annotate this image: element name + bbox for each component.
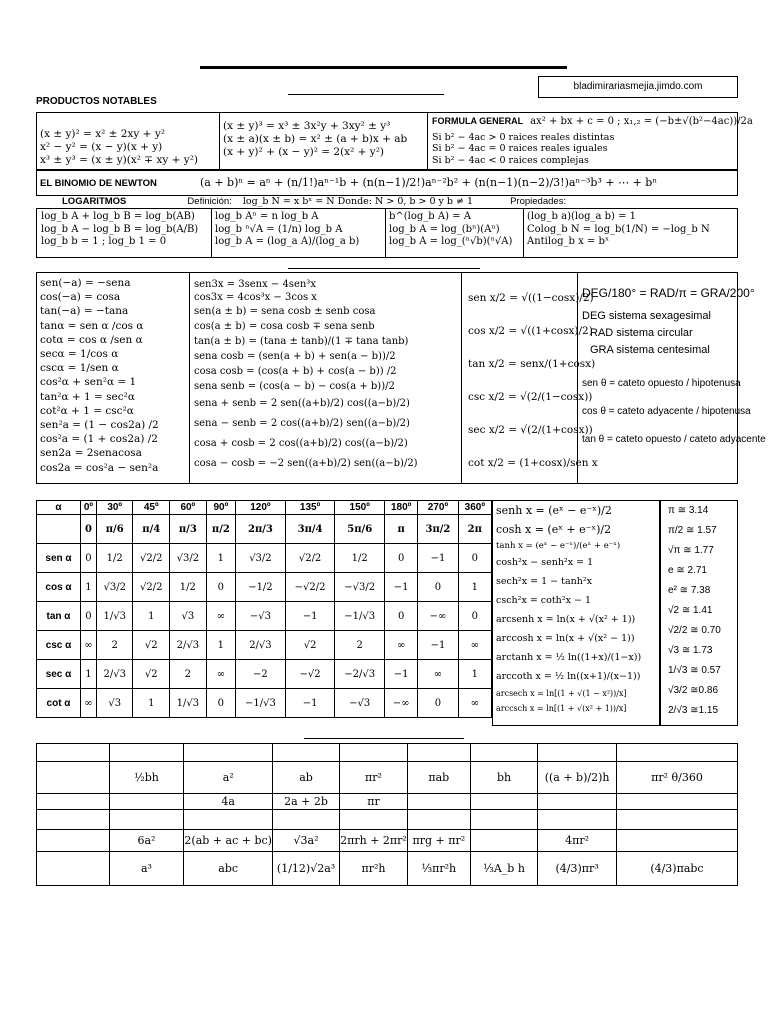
radian-cell: 3π/4	[285, 515, 335, 544]
empty-cell	[538, 810, 617, 830]
hyperbolic-identity: arccsch x = ln[(1 + √(x² + 1))/x]	[496, 704, 627, 713]
table-cell: −√2	[285, 660, 335, 689]
trig-identity: cscα = 1/sen α	[40, 362, 119, 375]
angle-unit: DEG sistema sexagesimal	[582, 310, 711, 322]
table-cell: 1/2	[96, 544, 133, 573]
log-property: log_b Aⁿ = n log_b A	[215, 211, 319, 222]
table-cell: 0	[81, 602, 97, 631]
radian-cell: π	[385, 515, 418, 544]
trig-identity: cos(a ± b) = cosa cosb ∓ sena senb	[194, 321, 375, 332]
title-rule	[200, 66, 567, 69]
volume-formula: a³	[109, 852, 184, 886]
radian-cell: π/4	[133, 515, 170, 544]
trig-col1	[40, 276, 159, 475]
table-cell: −∞	[385, 689, 418, 718]
table-cell: 2	[96, 631, 133, 660]
log-property: log_b A = log_(ⁿ√b)(ⁿ√A)	[389, 236, 513, 247]
table-cell: −1	[285, 689, 335, 718]
hyperbolic-identity: tanh x = (eˣ − e⁻ˣ)/(eˣ + e⁻ˣ)	[496, 541, 621, 551]
hyperbolic-identity: arcsenh x = ln(x + √(x² + 1))	[496, 614, 636, 625]
angle-conversion: DEG/180° = RAD/π = GRA/200°	[582, 286, 755, 300]
log-property: log_b A − log_b B = log_b(A/B)	[41, 223, 199, 235]
identity: x³ ± y³ = (x ± y)(x² ∓ xy + y²)	[40, 154, 199, 167]
log-property: Antilog_b x = bˣ	[527, 236, 610, 247]
log-def-label: Definición:	[187, 196, 232, 207]
log-col4	[527, 211, 710, 249]
trig-identity: sen(a ± b) = sena cosb ± senb cosa	[194, 306, 376, 317]
trig-identity: cos²α + sen²α = 1	[40, 376, 137, 389]
constant: π ≅ 3.14	[668, 505, 709, 516]
trig-identity: cotα = cos α /sen α	[40, 333, 143, 346]
empty-cell	[37, 762, 110, 794]
table-cell: √2	[133, 631, 170, 660]
function-label: tan α	[37, 602, 81, 631]
trig-identity: cosa cosb = (cos(a + b) + cos(a − b)) /2	[194, 366, 397, 377]
table-cell: 1	[81, 573, 97, 602]
half-angle-identity: tan x/2 = senx/(1+cosx)	[468, 358, 596, 370]
empty-cell	[616, 794, 737, 810]
table-cell: 2	[170, 660, 207, 689]
identity: (x ± y)³ = x³ ± 3x²y + 3xy² ± y³	[223, 120, 391, 132]
volume-formula: (1/12)√2a³	[272, 852, 339, 886]
volume-formula: ⅓A_b h	[470, 852, 537, 886]
hyperbolic-identity: senh x = (eˣ − e⁻ˣ)/2	[496, 504, 612, 517]
constant: e ≅ 2.71	[668, 565, 707, 576]
trig-identity: cot²α + 1 = csc²α	[40, 404, 134, 417]
radian-cell: 3π/2	[418, 515, 458, 544]
constant: √2 ≅ 1.41	[668, 605, 713, 616]
constant: 1/√3 ≅ 0.57	[668, 665, 721, 676]
empty-cell	[407, 744, 470, 762]
area-formula: πr²	[340, 762, 408, 794]
radian-cell	[37, 515, 81, 544]
table-cell: −√3	[335, 689, 385, 718]
table-header: 180º	[385, 501, 418, 515]
newton-label: EL BINOMIO DE NEWTON	[40, 178, 157, 189]
table-cell: 2/√3	[96, 660, 133, 689]
trig-col3	[468, 282, 598, 480]
table-header: 45º	[133, 501, 170, 515]
area-formula: bh	[470, 762, 537, 794]
hyperbolic-identity: cosh x = (eˣ + e⁻ˣ)/2	[496, 523, 612, 536]
table-cell: 1	[133, 602, 170, 631]
half-angle-identity: cos x/2 = √((1+cosx)/2)	[468, 325, 593, 337]
table-cell: 2/√3	[170, 631, 207, 660]
radian-cell: π/6	[96, 515, 133, 544]
table-cell: ∞	[458, 689, 491, 718]
table-cell: 0	[81, 544, 97, 573]
trig-identity: cos²a = (1 + cos2a) /2	[40, 433, 158, 446]
area-formula: a²	[184, 762, 273, 794]
radian-cell: π/3	[170, 515, 207, 544]
empty-cell	[470, 744, 537, 762]
log-property: log_b A = log_(bⁿ)(Aⁿ)	[389, 223, 500, 235]
log-property: log_b b = 1 ; log_b 1 = 0	[41, 236, 167, 247]
table-cell: ∞	[458, 631, 491, 660]
function-label: csc α	[37, 631, 81, 660]
trig-identity: cosa − cosb = −2 sen((a+b)/2) sen((a−b)/2)	[194, 458, 418, 469]
constants-list	[668, 501, 721, 721]
radian-cell: 2π/3	[236, 515, 286, 544]
empty-cell	[37, 830, 110, 852]
table-cell: √3/2	[236, 544, 286, 573]
trig-rule	[288, 268, 480, 269]
table-cell: ∞	[385, 631, 418, 660]
products-col1	[40, 128, 198, 167]
table-cell: −√3/2	[335, 573, 385, 602]
identity: (x ± y)² = x² ± 2xy + y²	[40, 128, 165, 140]
geometry-rule	[304, 738, 464, 739]
table-cell: 1/√3	[96, 602, 133, 631]
table-header: 60º	[170, 501, 207, 515]
constant: √π ≅ 1.77	[668, 545, 714, 556]
table-cell: −∞	[418, 602, 458, 631]
trig-identity: sen2a = 2senacosa	[40, 447, 142, 460]
angle-unit: GRA sistema centesimal	[590, 344, 710, 356]
log-divider-1	[211, 208, 212, 258]
half-angle-identity: sen x/2 = √((1−cosx)/2)	[468, 292, 594, 304]
table-header: 30º	[96, 501, 133, 515]
constant: 2/√3 ≅1.15	[668, 705, 719, 716]
table-cell: √2	[285, 631, 335, 660]
table-cell: √2/2	[133, 573, 170, 602]
surface-formula: 2πrh + 2πr²	[340, 830, 408, 852]
trig-ratio: cos θ = cateto adyacente / hipotenusa	[582, 406, 751, 417]
area-formula: ½bh	[109, 762, 184, 794]
radian-cell: 0	[81, 515, 97, 544]
empty-cell	[470, 830, 537, 852]
table-cell: −2/√3	[335, 660, 385, 689]
table-header: 90º	[206, 501, 236, 515]
table-cell: ∞	[81, 689, 97, 718]
trig-identity: cos(−a) = cosa	[40, 291, 121, 304]
empty-cell	[340, 744, 408, 762]
table-cell: 0	[418, 689, 458, 718]
discriminant-case: Si b² − 4ac = 0 raices reales iguales	[432, 143, 608, 155]
constant: √2/2 ≅ 0.70	[668, 625, 721, 636]
hyperbolic-list	[496, 501, 641, 716]
perimeter-formula: 4a	[184, 794, 273, 810]
table-cell: 1	[81, 660, 97, 689]
trig-identity: sen²a = (1 − cos2a) /2	[40, 419, 159, 432]
area-formula: πab	[407, 762, 470, 794]
table-header: 120º	[236, 501, 286, 515]
trig-ratio: sen θ = cateto opuesto / hipotenusa	[582, 378, 741, 389]
radian-cell: 5π/6	[335, 515, 385, 544]
table-cell: ∞	[418, 660, 458, 689]
table-cell: −1	[418, 544, 458, 573]
constant: √3/2 ≅0.86	[668, 685, 719, 696]
trig-identity: sena cosb = (sen(a + b) + sen(a − b))/2	[194, 351, 396, 362]
table-cell: 0	[385, 544, 418, 573]
trig-col4	[582, 278, 766, 451]
table-cell: −√3	[236, 602, 286, 631]
volume-formula: (4/3)πr³	[538, 852, 617, 886]
half-angle-identity: cot x/2 = (1+cosx)/sen x	[468, 457, 598, 469]
table-cell: −1	[418, 631, 458, 660]
table-cell: 0	[206, 573, 236, 602]
identity: (x ± a)(x ± b) = x² ± (a + b)x + ab	[223, 133, 408, 146]
formula-label: FORMULA GENERAL	[432, 116, 524, 126]
table-cell: −1	[285, 602, 335, 631]
function-label: cot α	[37, 689, 81, 718]
function-label: sec α	[37, 660, 81, 689]
empty-cell	[37, 794, 110, 810]
table-cell: 0	[458, 544, 491, 573]
radian-cell: 2π	[458, 515, 491, 544]
website-box: bladimirariasmejia.jimdo.com	[538, 76, 738, 98]
hyperbolic-identity: sech²x = 1 − tanh²x	[496, 576, 593, 587]
products-col2	[223, 120, 407, 159]
empty-cell	[37, 810, 110, 830]
products-divider-2	[427, 112, 428, 170]
table-header: 270º	[418, 501, 458, 515]
empty-cell	[37, 852, 110, 886]
log-property: log_b A = (log_a A)/(log_a b)	[215, 236, 360, 247]
area-formula: πr² θ/360	[616, 762, 737, 794]
surface-formula: √3a²	[272, 830, 339, 852]
empty-cell	[616, 810, 737, 830]
empty-cell	[184, 810, 273, 830]
table-header: 150º	[335, 501, 385, 515]
volume-formula: abc	[184, 852, 273, 886]
table-cell: −1	[385, 660, 418, 689]
trig-identity: sen3x = 3senx − 4sen³x	[194, 279, 316, 290]
log-property: (log_b a)(log_a b) = 1	[527, 211, 637, 222]
log-label: LOGARITMOS	[62, 196, 127, 207]
table-cell: √3/2	[170, 544, 207, 573]
log-property: log_b A + log_b B = log_b(AB)	[41, 211, 195, 222]
perimeter-formula: πr	[340, 794, 408, 810]
trig-divider-2	[461, 272, 462, 484]
table-header: α	[37, 501, 81, 515]
empty-cell	[470, 810, 537, 830]
identity: x² − y² = (x − y)(x + y)	[40, 141, 163, 154]
discriminant-case: Si b² − 4ac < 0 raices complejas	[432, 155, 589, 167]
surface-formula: 2(ab + ac + bc)	[184, 830, 273, 852]
table-cell: √3	[96, 689, 133, 718]
table-cell: 1/√3	[170, 689, 207, 718]
constant: √3 ≅ 1.73	[668, 645, 713, 656]
constant: e² ≅ 7.38	[668, 585, 711, 596]
log-divider-3	[523, 208, 524, 258]
volume-formula: (4/3)πabc	[616, 852, 737, 886]
empty-cell	[184, 744, 273, 762]
trig-divider-1	[189, 272, 190, 484]
table-cell: −√2/2	[285, 573, 335, 602]
half-angle-identity: sec x/2 = √(2/(1+cosx))	[468, 424, 593, 436]
hyperbolic-identity: arctanh x = ½ ln((1+x)/(1−x))	[496, 652, 642, 663]
empty-cell	[538, 794, 617, 810]
quadratic-formula	[432, 114, 753, 167]
empty-cell	[407, 794, 470, 810]
log-props-label: Propiedades:	[510, 196, 567, 207]
hyperbolic-identity: arcsech x = ln[(1 + √(1 − x²))/x]	[496, 689, 627, 698]
area-formula: ((a + b)/2)h	[538, 762, 617, 794]
volume-formula: ⅓πr²h	[407, 852, 470, 886]
log-divider-2	[385, 208, 386, 258]
area-formula: ab	[272, 762, 339, 794]
table-cell: −1/√3	[236, 689, 286, 718]
newton-formula: (a + b)ⁿ = aⁿ + (n/1!)aⁿ⁻¹b + (n(n−1)/2!)aⁿ⁻²b² + (n(n−1)(n−2)/3!)aⁿ⁻³b³ + ⋯ + bⁿ	[200, 176, 658, 189]
log-header	[36, 196, 738, 208]
table-header: 135º	[285, 501, 335, 515]
identity: (x + y)² + (x − y)² = 2(x² + y²)	[223, 146, 385, 159]
volume-formula: πr²h	[340, 852, 408, 886]
table-cell: −1/2	[236, 573, 286, 602]
empty-cell	[616, 744, 737, 762]
table-cell: √2/2	[133, 544, 170, 573]
trig-identity: sen(−a) = −sena	[40, 277, 131, 289]
formula: ax² + bx + c = 0 ; x₁,₂ = (−b±√(b²−4ac))/2a	[530, 116, 753, 127]
empty-cell	[37, 744, 110, 762]
trig-identity: tan(−a) = −tana	[40, 305, 129, 318]
table-cell: −1	[385, 573, 418, 602]
trig-identity: tan(a ± b) = (tana ± tanb)/(1 ∓ tana tanb)	[194, 336, 409, 347]
hyperbolic-identity: arccosh x = ln(x + √(x² − 1))	[496, 633, 635, 644]
table-cell: −2	[236, 660, 286, 689]
table-header: 360º	[458, 501, 491, 515]
table-cell: 0	[385, 602, 418, 631]
subtitle-rule	[288, 94, 444, 95]
function-label: sen α	[37, 544, 81, 573]
radian-cell: π/2	[206, 515, 236, 544]
log-col1	[41, 211, 198, 249]
table-cell: 1	[133, 689, 170, 718]
table-cell: 0	[206, 689, 236, 718]
empty-cell	[272, 810, 339, 830]
section-title: PRODUCTOS NOTABLES	[36, 96, 157, 107]
trig-identity: sena + senb = 2 sen((a+b)/2) cos((a−b)/2)	[194, 398, 410, 409]
table-cell: 1/2	[335, 544, 385, 573]
table-cell: 1/2	[170, 573, 207, 602]
log-property: log_b ⁿ√A = (1/n) log_b A	[215, 223, 343, 235]
log-property: b^(log_b A) = A	[389, 211, 471, 222]
surface-formula: πrg + πr²	[407, 830, 470, 852]
surface-formula: 6a²	[109, 830, 184, 852]
log-definition: log_b N = x bˣ = N Donde: N > 0, b > 0 y b ≠ 1	[242, 196, 474, 207]
table-cell: 0	[418, 573, 458, 602]
surface-formula: 4πr²	[538, 830, 617, 852]
table-header: 0º	[81, 501, 97, 515]
table-cell: 1	[206, 544, 236, 573]
trig-identity: cosa + cosb = 2 cos((a+b)/2) cos((a−b)/2)	[194, 438, 408, 449]
trig-col2	[194, 278, 418, 474]
trig-ratio: tan θ = cateto opuesto / cateto adyacente	[582, 434, 766, 445]
empty-cell	[538, 744, 617, 762]
empty-cell	[109, 810, 184, 830]
empty-cell	[407, 810, 470, 830]
table-cell: ∞	[206, 602, 236, 631]
function-label: cos α	[37, 573, 81, 602]
table-cell: −1/√3	[335, 602, 385, 631]
table-cell: 1	[206, 631, 236, 660]
hyperbolic-identity: csch²x = coth²x − 1	[496, 595, 591, 606]
perimeter-formula: 2a + 2b	[272, 794, 339, 810]
angle-unit: RAD sistema circular	[590, 327, 693, 339]
empty-cell	[470, 794, 537, 810]
log-property: Colog_b N = log_b(1/N) = −log_b N	[527, 223, 710, 235]
trig-identity: sena − senb = 2 cos((a+b)/2) sen((a−b)/2)	[194, 418, 410, 429]
half-angle-identity: csc x/2 = √(2/(1−cosx))	[468, 391, 593, 403]
products-divider-1	[219, 112, 220, 170]
trig-identity: secα = 1/cos α	[40, 348, 119, 361]
table-cell: 2	[335, 631, 385, 660]
log-col2	[215, 211, 359, 249]
log-col3	[389, 211, 512, 249]
table-cell: √2	[133, 660, 170, 689]
empty-cell	[272, 744, 339, 762]
table-cell: 0	[458, 602, 491, 631]
table-cell: √3/2	[96, 573, 133, 602]
hyperbolic-identity: arccoth x = ½ ln((x+1)/(x−1))	[496, 671, 641, 682]
trig-identity: tanα = sen α /cos α	[40, 319, 144, 332]
trig-identity: tan²α + 1 = sec²α	[40, 390, 135, 403]
trig-values-table	[36, 500, 492, 718]
trig-identity: sena senb = (cos(a − b) − cos(a + b))/2	[194, 381, 395, 392]
table-cell: 1	[458, 660, 491, 689]
table-cell: 2/√3	[236, 631, 286, 660]
table-cell: √3	[170, 602, 207, 631]
table-cell: ∞	[81, 631, 97, 660]
geometry-table	[36, 743, 738, 886]
empty-cell	[109, 794, 184, 810]
table-cell: √2/2	[285, 544, 335, 573]
empty-cell	[109, 744, 184, 762]
table-cell: ∞	[206, 660, 236, 689]
trig-identity: cos2a = cos²a − sen²a	[40, 461, 159, 474]
table-cell: 1	[458, 573, 491, 602]
constant: π/2 ≅ 1.57	[668, 525, 717, 536]
discriminant-case: Si b² − 4ac > 0 raices reales distintas	[432, 131, 615, 143]
hyperbolic-identity: cosh²x − senh²x = 1	[496, 557, 594, 568]
empty-cell	[616, 830, 737, 852]
empty-cell	[340, 810, 408, 830]
trig-identity: cos3x = 4cos³x − 3cos x	[194, 292, 317, 303]
